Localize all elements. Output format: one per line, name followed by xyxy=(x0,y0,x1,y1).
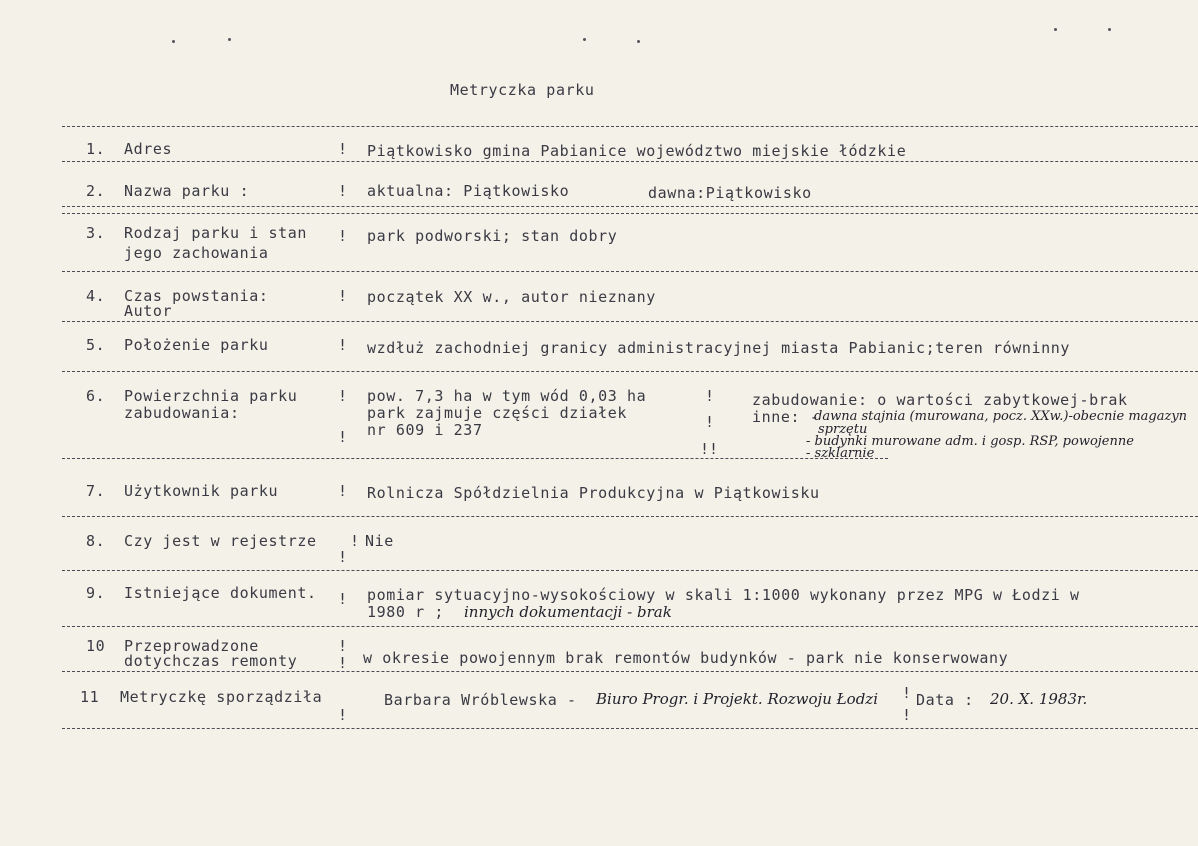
row-label: Przeprowadzone xyxy=(124,637,259,655)
row-number: 8. xyxy=(86,532,106,550)
row-number: 2. xyxy=(86,182,106,200)
divider xyxy=(62,516,1198,517)
divider xyxy=(62,206,1198,207)
row-value: Piątkowisko gmina Pabianice województwo miejskie łódzkie xyxy=(367,142,907,160)
divider xyxy=(62,126,1198,127)
separator-mark: ! xyxy=(338,140,348,158)
row-label: jego zachowania xyxy=(124,244,269,262)
row-number: 11 xyxy=(80,688,100,706)
separator-mark: ! xyxy=(338,590,348,608)
row-label: Czas powstania: xyxy=(124,287,269,305)
ink-speck xyxy=(172,40,175,43)
separator-mark: ! xyxy=(338,548,348,566)
separator-mark: ! xyxy=(350,532,360,550)
divider xyxy=(62,213,1198,214)
author-name: Barbara Wróblewska - xyxy=(384,691,577,709)
divider xyxy=(62,728,1198,729)
row-label: Istniejące dokument. xyxy=(124,584,317,602)
page-title: Metryczka parku xyxy=(450,81,595,99)
separator-mark: ! xyxy=(338,654,348,672)
buildings-line-prefix: inne: - xyxy=(752,408,820,426)
row-label: Nazwa parku : xyxy=(124,182,250,200)
row-label: Czy jest w rejestrze xyxy=(124,532,317,550)
separator-mark: ! xyxy=(338,482,348,500)
divider xyxy=(62,371,1198,372)
area-line: park zajmuje części działek xyxy=(367,404,628,422)
divider xyxy=(62,321,1198,322)
row-number: 5. xyxy=(86,336,106,354)
handwritten-note: innych dokumentacji - brak xyxy=(464,603,672,621)
row-number: 4. xyxy=(86,287,106,305)
separator-mark: ! xyxy=(338,287,348,305)
divider xyxy=(62,626,1198,627)
handwritten-note: - szklarnie xyxy=(806,446,875,461)
row-value: w okresie powojennym brak remontów budynków - park nie konserwowany xyxy=(363,649,1009,667)
row-label: Użytkownik parku xyxy=(124,482,279,500)
row-number: 7. xyxy=(86,482,106,500)
row-value: Rolnicza Spółdzielnia Produkcyjna w Piątkowisku xyxy=(367,484,820,502)
row-value: pomiar sytuacyjno-wysokościowy w skali 1:1000 wykonany przez MPG w Łodzi w xyxy=(367,586,1080,604)
row-label: Adres xyxy=(124,140,173,158)
row-number: 9. xyxy=(86,584,106,602)
divider xyxy=(62,570,1198,571)
row-label: Położenie parku xyxy=(124,336,269,354)
row-label: dotychczas remonty xyxy=(124,652,298,670)
row-value-current: aktualna: Piątkowisko xyxy=(367,182,570,200)
handwritten-note: dawna stajnia (murowana, pocz. XXw.)-obecnie magazyn xyxy=(814,409,1188,424)
separator-mark: ! xyxy=(338,428,348,446)
separator-mark: ! xyxy=(338,637,348,655)
ink-speck xyxy=(1108,28,1111,31)
divider xyxy=(62,161,1198,162)
row-value: początek XX w., autor nieznany xyxy=(367,288,656,306)
row-label: zabudowania: xyxy=(124,404,240,422)
date-value: 20. X. 1983r. xyxy=(990,690,1088,708)
separator-mark: ! xyxy=(705,387,715,405)
row-value-former: dawna:Piątkowisko xyxy=(648,184,812,202)
separator-mark: !! xyxy=(700,440,719,458)
row-value: Nie xyxy=(365,532,394,550)
row-label: Rodzaj parku i stan xyxy=(124,224,307,242)
row-label: Autor xyxy=(124,302,173,320)
ink-speck xyxy=(228,38,231,41)
row-number: 10 xyxy=(86,637,106,655)
row-label: Powierzchnia parku xyxy=(124,387,298,405)
date-label: Data : xyxy=(916,691,974,709)
buildings-line: zabudowanie: o wartości zabytkowej-brak xyxy=(752,391,1128,409)
separator-mark: ! xyxy=(338,227,348,245)
row-number: 1. xyxy=(86,140,106,158)
area-line: nr 609 i 237 xyxy=(367,421,483,439)
divider xyxy=(62,271,1198,272)
separator-mark: ! xyxy=(338,182,348,200)
separator-mark: ! xyxy=(902,684,912,702)
separator-mark: ! xyxy=(705,413,715,431)
handwritten-note: - budynki murowane adm. i gosp. RSP, powojenne xyxy=(806,434,1134,449)
row-value: wzdłuż zachodniej granicy administracyjnej miasta Pabianic;teren równinny xyxy=(367,339,1071,357)
row-value: park podworski; stan dobry xyxy=(367,227,618,245)
row-number: 3. xyxy=(86,224,106,242)
ink-speck xyxy=(1054,28,1057,31)
separator-mark: ! xyxy=(338,706,348,724)
separator-mark: ! xyxy=(902,706,912,724)
ink-speck xyxy=(583,38,586,41)
ink-speck xyxy=(637,40,640,43)
handwritten-note: Biuro Progr. i Projekt. Rozwoju Łodzi xyxy=(596,690,878,708)
handwritten-note: sprzętu xyxy=(818,422,868,437)
separator-mark: ! xyxy=(338,336,348,354)
divider xyxy=(62,458,888,459)
row-number: 6. xyxy=(86,387,106,405)
area-line: pow. 7,3 ha w tym wód 0,03 ha xyxy=(367,387,647,405)
row-value: 1980 r ; xyxy=(367,603,445,621)
separator-mark: ! xyxy=(338,387,348,405)
row-label: Metryczkę sporządziła xyxy=(120,688,323,706)
divider xyxy=(62,671,1198,672)
